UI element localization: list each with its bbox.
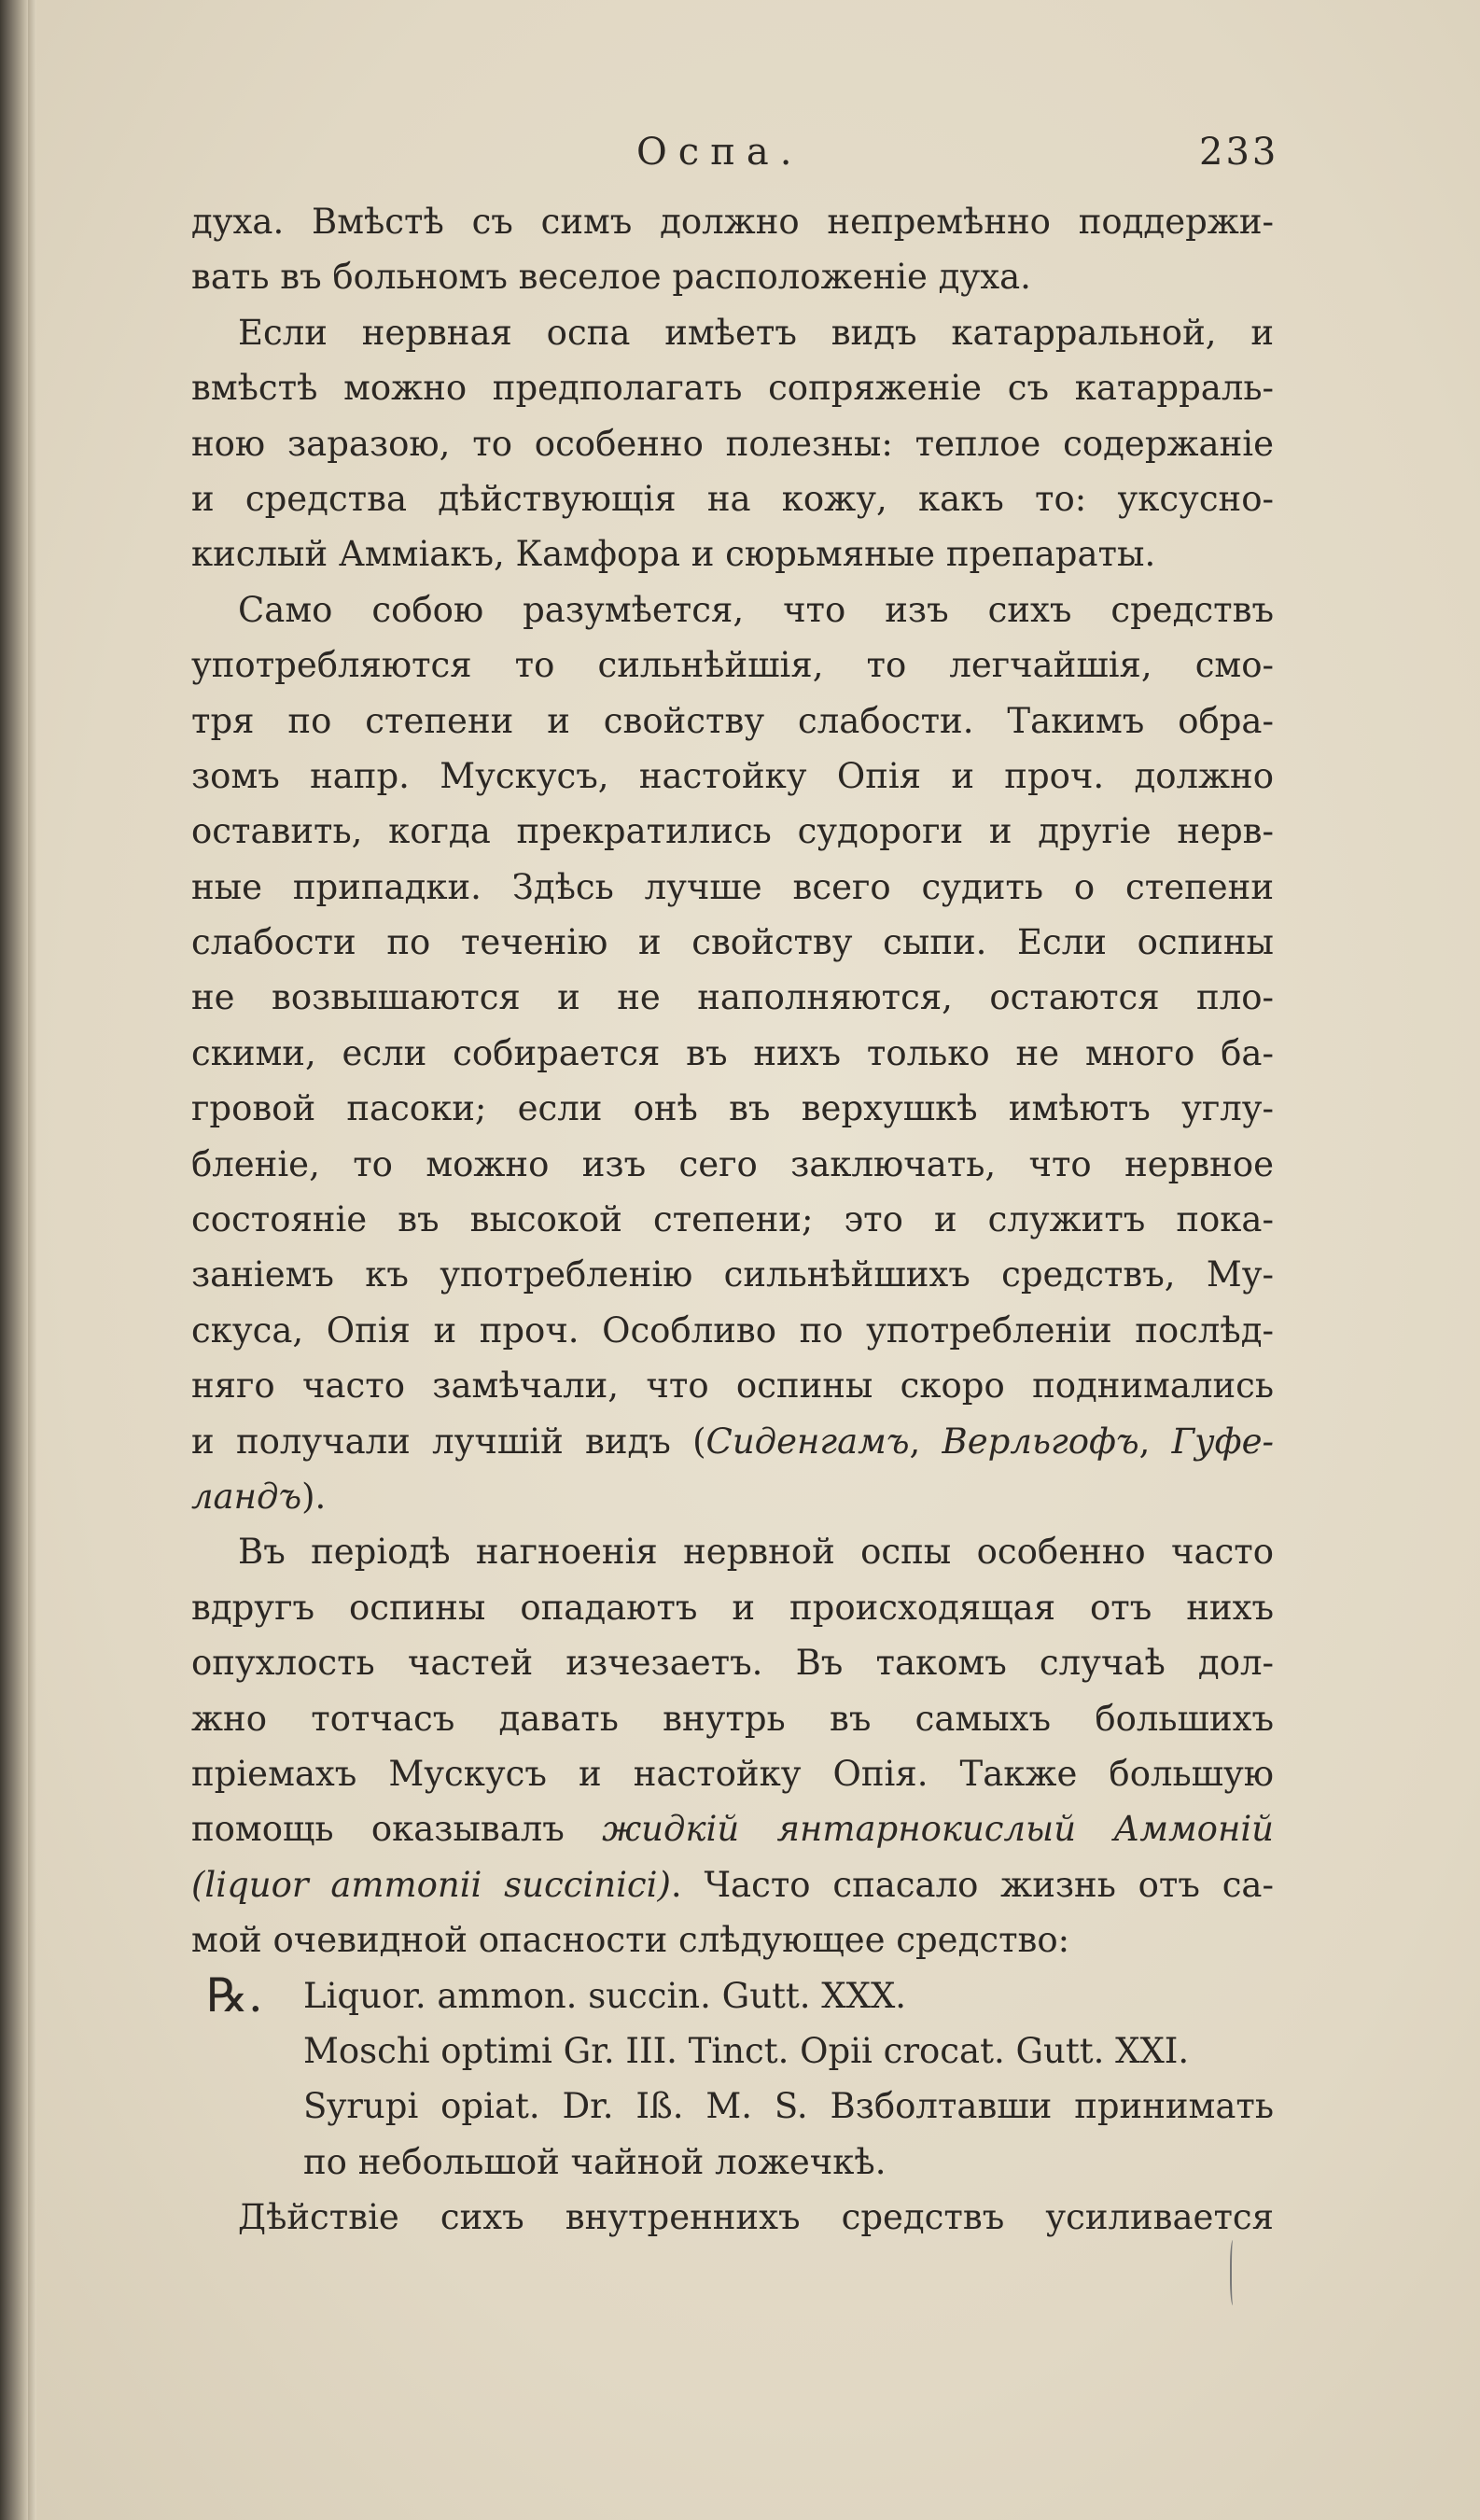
- text-line: вать въ больномъ веселое расположеніе духа.: [191, 257, 1031, 298]
- citation-suffix: ).: [301, 1476, 327, 1517]
- text-line: вдругъ оспины опадаютъ и происходящая отъ нихъ: [191, 1587, 1274, 1628]
- text-line: не возвышаются и не наполняются, остаются пло-: [191, 977, 1274, 1018]
- remedy-name-latin: (liquor ammonii succinici): [191, 1864, 671, 1905]
- text-line: и средства дѣйствующія на кожу, какъ то: уксусно-: [191, 478, 1274, 519]
- citation-prefix: и получали лучшій видъ (: [191, 1421, 706, 1462]
- citation-name-hufeland-end: ландъ: [191, 1476, 302, 1517]
- text-line: ные припадки. Здѣсь лучше всего судить о степени: [191, 866, 1274, 907]
- text-line: духа. Вмѣстѣ съ симъ должно непремѣнно поддержи-: [191, 202, 1274, 242]
- running-title: Оспа.: [636, 131, 803, 174]
- text-line-citation-end: [191, 1469, 1274, 1524]
- text-block-3: [191, 1912, 1274, 1967]
- prescription-line: Moschi optimi Gr. III. Tinct. Opii crocat. Gutt. XXI.: [303, 2030, 1190, 2071]
- page-gutter: [28, 0, 36, 2520]
- pencil-mark: [1230, 2240, 1237, 2305]
- text-line: Если нервная оспа имѣетъ видъ катарральной, и: [238, 312, 1274, 353]
- text-line: вмѣстѣ можно предполагать сопряженіе съ катарраль-: [191, 368, 1274, 409]
- text-line: тря по степени и свойству слабости. Такимъ обра-: [191, 700, 1274, 741]
- page-number: 233: [1199, 131, 1279, 174]
- recipe-icon: ℞.: [206, 1967, 263, 2023]
- text-line: жно тотчасъ давать внутрь въ самыхъ большихъ: [191, 1698, 1274, 1739]
- text-line: состояніе въ высокой степени; это и служитъ пока-: [191, 1199, 1274, 1240]
- page-body: [191, 194, 1274, 2245]
- citation-separator: ,: [909, 1421, 942, 1462]
- prescription-line: Syrupi opiat. Dr. Iß. M. S. Взболтавши принимать: [303, 2086, 1274, 2127]
- help-prefix: помощь оказывалъ: [191, 1809, 603, 1850]
- liquor-suffix: . Часто спасало жизнь отъ са-: [670, 1864, 1274, 1905]
- citation-name-werlhof: Верльгофъ: [942, 1421, 1139, 1462]
- text-line: зомъ напр. Мускусъ, настойку Опія и проч. должно: [191, 755, 1274, 796]
- text-line: бленіе, то можно изъ сего заключать, что нервное: [191, 1143, 1274, 1184]
- text-line: няго часто замѣчали, что оспины скоро поднимались: [191, 1365, 1274, 1407]
- citation-separator: ,: [1138, 1421, 1172, 1462]
- text-line-citation: [191, 1414, 1274, 1469]
- prescription: [191, 1968, 1274, 2191]
- text-block-1: [191, 194, 1274, 1414]
- page-header: [0, 131, 1480, 187]
- text-line: кислый Аммiакъ, Камфора и сюрьмяные препараты.: [191, 534, 1156, 575]
- text-line: заніемъ къ употребленію сильнѣйшихъ средствъ, Му-: [191, 1254, 1274, 1295]
- text-line: оставить, когда прекратились судороги и другіе нерв-: [191, 811, 1274, 852]
- citation-name-hufeland: Гуфе-: [1171, 1421, 1274, 1462]
- text-line: Въ періодѣ нагноенія нервной оспы особенно часто: [238, 1532, 1274, 1573]
- text-line-liquor: [191, 1857, 1274, 1912]
- text-line: слабости по теченію и свойству сыпи. Если оспины: [191, 922, 1274, 963]
- text-line: опухлость частей изчезаетъ. Въ такомъ случаѣ дол-: [191, 1643, 1274, 1684]
- book-binding: [0, 0, 28, 2520]
- text-line: гровой пасоки; если онѣ въ верхушкѣ имѣютъ углу-: [191, 1088, 1274, 1129]
- citation-name-sydenham: Сиденгамъ: [705, 1421, 910, 1462]
- prescription-line: Liquor. ammon. succin. Gutt. XXX.: [303, 1975, 907, 2016]
- text-line: Само собою разумѣется, что изъ сихъ средствъ: [238, 589, 1274, 630]
- text-line-help: [191, 1801, 1274, 1856]
- text-line: употребляются то сильнѣйшія, то легчайшія, смо-: [191, 645, 1274, 686]
- text-block-2: [191, 1524, 1274, 1801]
- text-line: ною заразою, то особенно полезны: теплое содержаніе: [191, 423, 1274, 464]
- remedy-name-russian: жидкій янтарнокислый Аммоній: [602, 1809, 1274, 1850]
- text-line: скуса, Опія и проч. Особливо по употребленіи послѣд-: [191, 1309, 1274, 1351]
- prescription-line: по небольшой чайной ложечкѣ.: [303, 2141, 887, 2182]
- text-line: пріемахъ Мускусъ и настойку Опія. Также большую: [191, 1753, 1274, 1794]
- text-line: мой очевидной опасности слѣдующее средство:: [191, 1920, 1070, 1961]
- text-line-final: Дѣйствіе сихъ внутреннихъ средствъ усиливается: [238, 2197, 1274, 2238]
- text-line: скими, если собирается въ нихъ только не много ба-: [191, 1032, 1274, 1073]
